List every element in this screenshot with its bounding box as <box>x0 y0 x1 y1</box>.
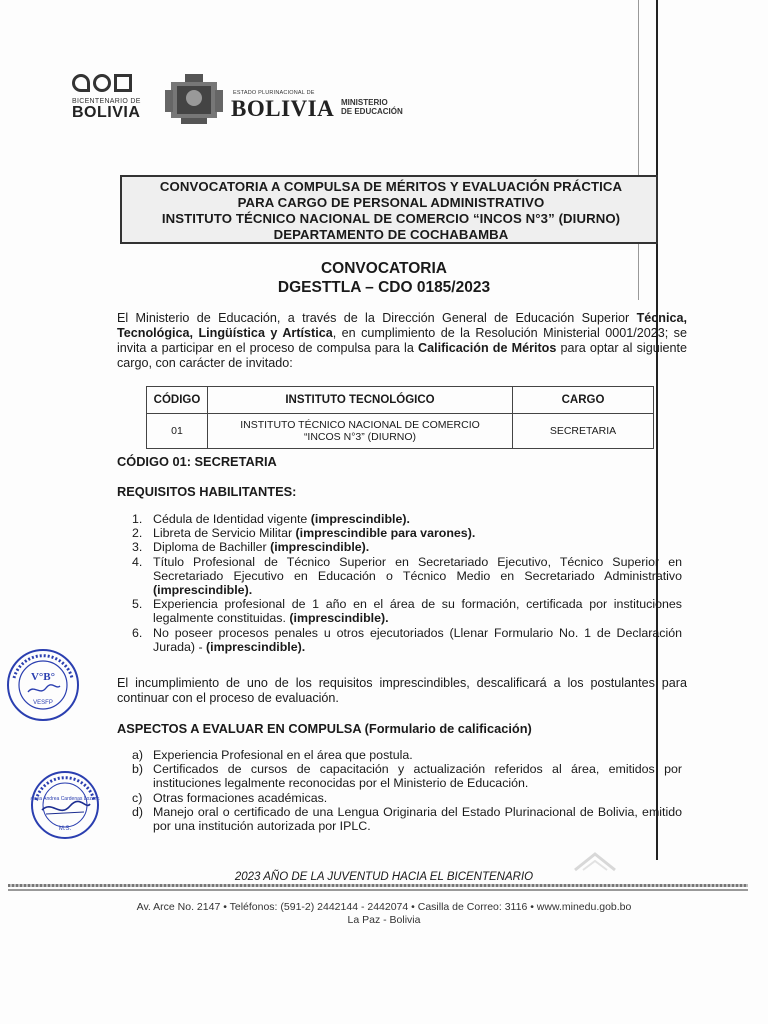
aspectos-heading-main: ASPECTOS A EVALUAR EN COMPULSA <box>117 721 362 736</box>
title-line-1: CONVOCATORIA A COMPULSA DE MÉRITOS Y EVALUACIÓN PRÁCTICA <box>159 179 623 194</box>
list-item <box>132 555 682 598</box>
scan-line <box>638 0 639 300</box>
footer-address: Av. Arce No. 2147 • Teléfonos: (591-2) 2442144 - 2442074 • Casilla de Correo: 3116 • www.minedu.gob.bo <box>136 901 632 913</box>
list-item-number: 6. <box>132 625 143 640</box>
title-line-2: PARA CARGO DE PERSONAL ADMINISTRATIVO <box>237 195 545 210</box>
aspectos-list <box>132 748 682 833</box>
list-item <box>132 748 682 762</box>
ministerio-line2: DE EDUCACIÓN <box>341 107 403 116</box>
list-item-number: 4. <box>132 554 143 569</box>
list-item <box>132 626 682 654</box>
requisitos-heading: REQUISITOS HABILITANTES: <box>117 484 297 499</box>
requisitos-list <box>132 512 682 654</box>
intro-text-a: El Ministerio de Educación, a través de la Dirección General de Educación Superior <box>117 311 637 325</box>
intro-text-b: Técnica, Tecnológica, Lingüística y Artística <box>117 311 687 340</box>
table-row <box>147 414 654 449</box>
convocatoria-code: DGESTTLA – CDO 0185/2023 <box>277 279 491 296</box>
bicentenario-small-text: BICENTENARIO DE <box>72 98 141 105</box>
list-item-number: 3. <box>132 540 143 555</box>
list-item <box>132 540 682 554</box>
list-item-text: Diploma de Bachiller <box>153 540 271 555</box>
list-item <box>132 512 682 526</box>
stamp1-bottom: VESFP <box>33 700 53 706</box>
cargo-table <box>146 386 654 449</box>
stamp1-text: V°B° <box>30 671 56 683</box>
table-header-instituto: INSTITUTO TECNOLÓGICO <box>208 387 513 414</box>
intro-text-c: , en cumplimiento de la Resolución Ministerial 0001/2023; se invita a participar en el proceso de compulsa para la <box>117 326 687 355</box>
table-cell-codigo: 01 <box>147 414 208 449</box>
scan-line <box>656 0 658 860</box>
list-item-bold: (imprescindible). <box>270 540 370 555</box>
list-item-text: Experiencia profesional de 1 año en el área de su formación, certificada por instituciones legalmente constituidas. <box>153 597 682 626</box>
title-line-3: INSTITUTO TÉCNICO NACIONAL DE COMERCIO “INCOS N°3” (DIURNO) <box>161 211 621 226</box>
list-item-bold: (imprescindible). <box>310 512 410 526</box>
codigo-heading: CÓDIGO 01: SECRETARIA <box>117 454 277 469</box>
estado-small-text: ESTADO PLURINACIONAL DE <box>233 90 315 96</box>
title-line-4: DEPARTAMENTO DE COCHABAMBA <box>273 227 509 242</box>
list-item-text: Título Profesional de Técnico Superior en Secretariado Ejecutivo, Técnico Superior en Secretariado Ejecutivo en Educación o Técnico Medio en Secretariado Administrativo <box>153 554 682 583</box>
signature-stamp-icon <box>30 770 100 840</box>
intro-text-e: para optar al siguiente cargo, con carácter de invitado: <box>117 341 688 370</box>
ministerio-logo-text <box>341 98 403 116</box>
list-item <box>132 805 682 833</box>
footer-divider <box>8 884 748 887</box>
official-stamp-icon <box>6 648 80 722</box>
table-header-row <box>147 387 654 414</box>
aspectos-heading <box>117 721 532 736</box>
list-item-letter: c) <box>132 790 143 805</box>
aspectos-heading-sub: (Formulario de calificación) <box>361 721 532 736</box>
list-item-text: Manejo oral o certificado de una Lengua Originaria del Estado Plurinacional de Bolivia, emitido por una institución autorizada por IPLC. <box>153 804 682 834</box>
list-item-text: No poseer procesos penales u otros ejecutoriados (Llenar Formulario No. 1 de Declaración Jurada) - <box>153 625 682 654</box>
ministerio-line1: MINISTERIO <box>341 98 388 107</box>
footer-year-motto: 2023 AÑO DE LA JUVENTUD HACIA EL BICENTENARIO <box>234 871 534 883</box>
list-item-bold: (imprescindible). <box>289 611 389 626</box>
list-item <box>132 762 682 790</box>
bicentenario-logo <box>72 72 154 128</box>
list-item-letter: d) <box>132 804 144 819</box>
list-item-number: 1. <box>132 512 143 526</box>
footer-city: La Paz - Bolivia <box>347 914 421 926</box>
bolivia-logo-text: BOLIVIA <box>231 96 335 121</box>
instituto-line1: INSTITUTO TÉCNICO NACIONAL DE COMERCIO <box>240 419 480 431</box>
list-item-number: 5. <box>132 597 143 612</box>
stamp2-bottom: M.S. <box>58 826 72 832</box>
stamp2-text: Moya Andrea Cardenas Lozano <box>30 796 100 802</box>
intro-paragraph <box>117 311 687 371</box>
list-item-number: 2. <box>132 526 143 541</box>
list-item-letter: b) <box>132 762 144 777</box>
intro-text-d: Calificación de Méritos <box>417 341 557 355</box>
list-item-bold: (imprescindible). <box>206 639 306 654</box>
list-item <box>132 791 682 805</box>
list-item-bold: (imprescindible). <box>153 583 253 598</box>
list-item-text: Cédula de Identidad vigente <box>153 512 311 526</box>
list-item-bold: (imprescindible para varones). <box>295 526 476 541</box>
table-cell-cargo: SECRETARIA <box>513 414 654 449</box>
list-item-letter: a) <box>132 748 144 762</box>
instituto-line2: “INCOS N°3” (DIURNO) <box>303 431 417 443</box>
list-item-text: Experiencia Profesional en el área que postula. <box>153 748 413 762</box>
bicentenario-symbols-icon <box>72 72 154 94</box>
incumplimiento-paragraph: El incumplimiento de uno de los requisitos imprescindibles, descalificará a los postulantes para continuar con el proceso de evaluación. <box>117 676 687 705</box>
table-header-cargo: CARGO <box>513 387 654 414</box>
coat-of-arms-icon <box>163 72 225 126</box>
table-cell-instituto <box>208 414 513 449</box>
list-item <box>132 597 682 625</box>
convocatoria-title: CONVOCATORIA <box>320 260 447 277</box>
title-box <box>120 175 658 244</box>
list-item <box>132 526 682 540</box>
list-item-text: Libreta de Servicio Militar <box>153 526 296 541</box>
bicentenario-big-text: BOLIVIA <box>72 104 141 121</box>
list-item-text: Certificados de cursos de capacitación y actualización referidos al área, emitidos por instituciones legalmente reconocidas por el Ministerio de Educación. <box>153 762 682 791</box>
footer-divider-2 <box>8 889 748 891</box>
list-item-text: Otras formaciones académicas. <box>153 790 328 805</box>
table-header-codigo: CÓDIGO <box>147 387 208 414</box>
